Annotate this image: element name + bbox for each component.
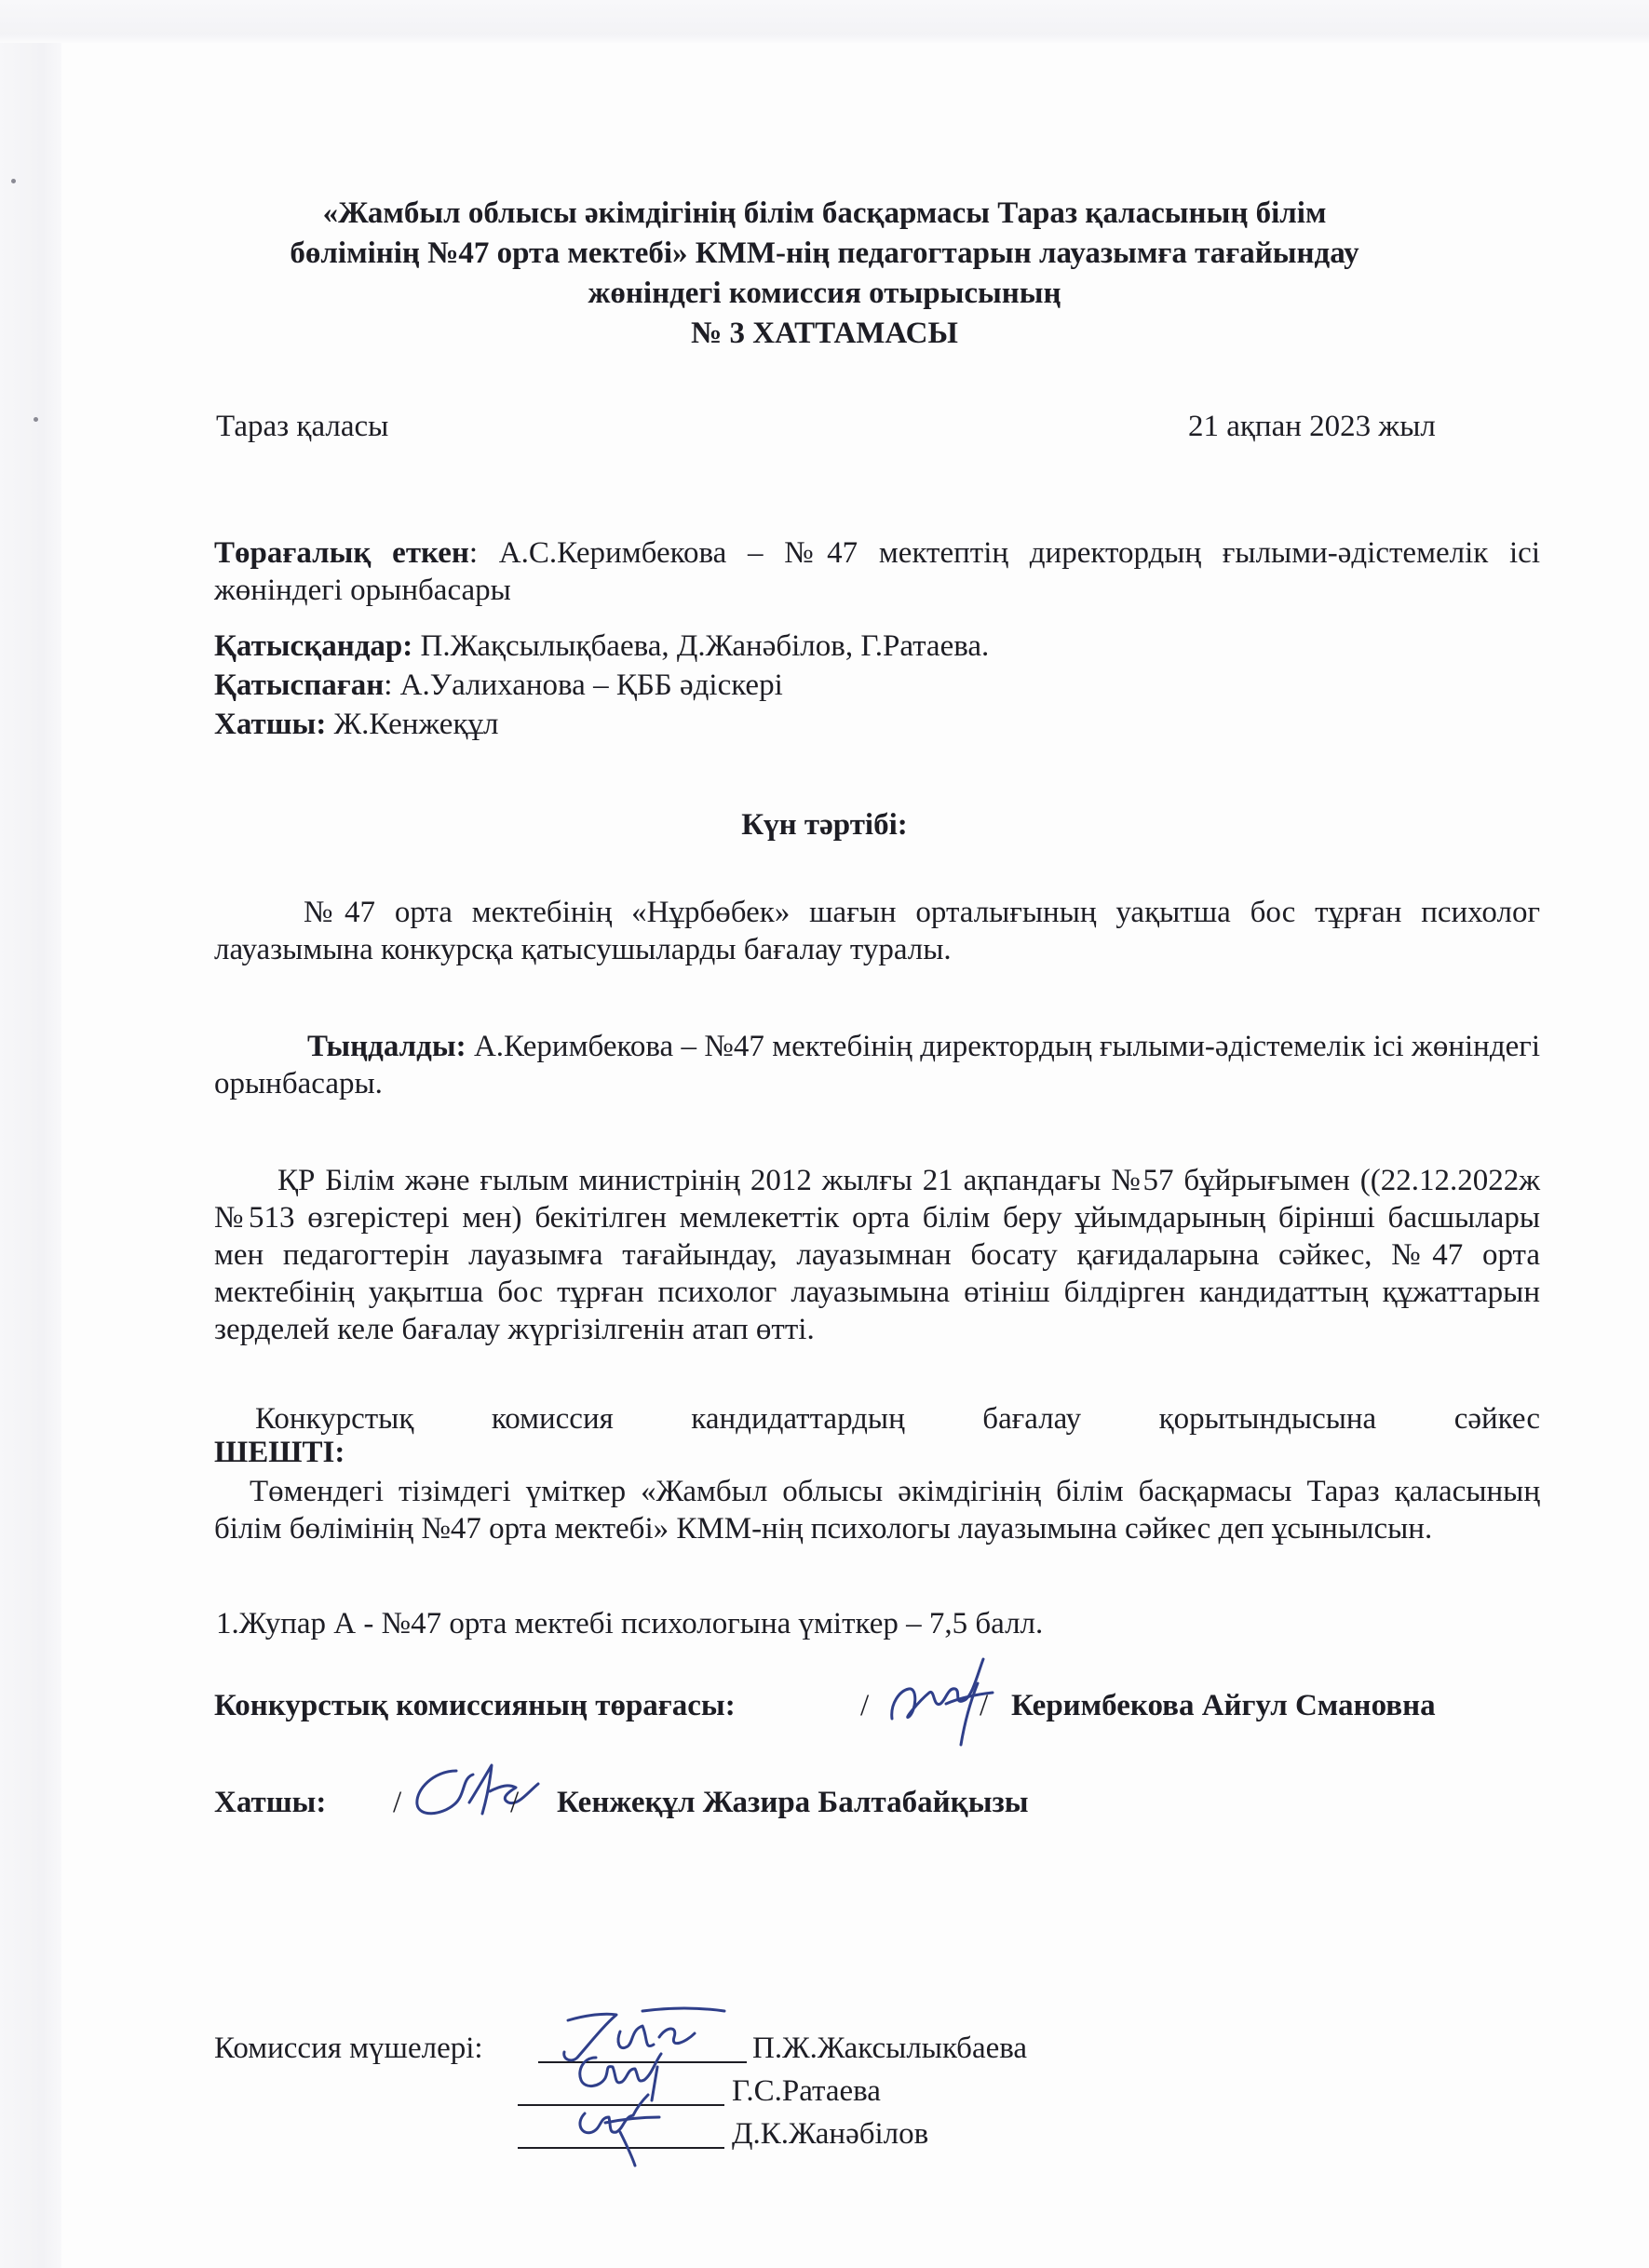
member-name: Д.К.Жанәбілов <box>732 2117 929 2151</box>
secretary-name: Кенжеқұл Жазира Балтабайқызы <box>557 1786 1029 1819</box>
slash: / <box>393 1786 402 1819</box>
agenda-heading: Күн тәртібі: <box>741 808 908 842</box>
heard-label: Тыңдалды: <box>307 1030 466 1063</box>
decision-intro: Конкурстық комиссия кандидаттардың бағалау қорытындысына сәйкес <box>255 1402 1540 1436</box>
city: Тараз қаласы <box>216 410 389 443</box>
decision-label: ШЕШТІ: <box>214 1436 345 1469</box>
absent-text: : А.Уалиханова – ҚББ әдіскері <box>384 668 783 702</box>
secretary-line <box>214 708 498 742</box>
member-name: Г.С.Ратаева <box>732 2074 881 2108</box>
decision-text: Төмендегі тізімдегі үміткер «Жамбыл облысы әкімдігінің білім басқармасы Тараз қаласының білім бөлімінің №47 орта мектебі» КММ-нің психологы лауазымына сәйкес деп ұсынылсын. <box>214 1475 1540 1546</box>
member-signature <box>568 2086 670 2169</box>
scan-margin-top <box>0 0 1649 43</box>
chair-name: Керимбекова Айгул Смановна <box>1011 1689 1436 1722</box>
heard-text: А.Керимбекова – №47 мектебінің директордың ғылыми-әдістемелік ісі жөніндегі орынбасары. <box>214 1030 1540 1100</box>
document-page <box>61 43 1649 2268</box>
present-label: Қатысқандар: <box>214 629 413 663</box>
scan-speck <box>11 179 16 183</box>
present-line <box>214 629 989 664</box>
member-name: П.Ж.Жаксылыкбаева <box>752 2032 1028 2065</box>
title-line: бөлімінің №47 орта мектебі» КММ-нің педагогтарын лауазымға тағайындау <box>290 236 1359 270</box>
secretary-text: Ж.Кенжеқұл <box>326 708 499 741</box>
document-title <box>0 194 1649 354</box>
agenda-text: №47 орта мектебінің «Нұрбөбек» шағын орталығының уақытша бос тұрған психолог лауазымына конкурсқа қатысушыларды бағалау туралы. <box>214 896 1540 966</box>
chair-text: : А.С.Керимбекова – №47 мектептің директордың ғылыми-әдістемелік ісі жөніндегі орынбасары <box>214 536 1540 607</box>
slash: / <box>510 1786 520 1819</box>
heard-paragraph <box>214 1028 1540 1102</box>
chair-signature-label: Конкурстық комиссияның төрағасы: <box>214 1689 736 1722</box>
chair-line <box>214 534 1540 609</box>
members-label: Комиссия мүшелері: <box>214 2032 483 2065</box>
secretary-signature <box>400 1747 549 1840</box>
absent-line <box>214 668 783 703</box>
date: 21 ақпан 2023 жыл <box>1188 410 1436 443</box>
present-text: П.Жақсылықбаева, Д.Жанәбілов, Г.Ратаева. <box>412 629 990 663</box>
candidate-line: 1.Жупар А - №47 орта мектебі психологына үміткер – 7,5 балл. <box>216 1607 1044 1640</box>
title-line: жөніндегі комиссия отырысының <box>588 277 1061 310</box>
slash: / <box>860 1689 870 1722</box>
protocol-number: № 3 ХАТТАМАСЫ <box>691 317 958 350</box>
secretary-signature-label: Хатшы: <box>214 1786 327 1819</box>
chair-label: Төрағалық еткен <box>214 536 469 570</box>
slash: / <box>980 1689 989 1722</box>
absent-label: Қатыспаған <box>214 668 385 702</box>
title-line: «Жамбыл облысы әкімдігінің білім басқармасы Тараз қаласының білім <box>322 196 1327 230</box>
secretary-label: Хатшы: <box>214 708 327 741</box>
main-paragraph: ҚР Білім және ғылым министрінің 2012 жылғы 21 ақпандағы №57 бұйрығымен ((22.12.2022ж №513 өзгерістері мен) бекітілген мемлекеттік орта білім беру ұйымдарының бірінші басшылары мен педагогтерін лауазымға тағайындау, лауазымнан босату қағидаларына сәйкес, №47 орта мектебінің уақытша бос тұрған психолог лауазымына өтініш білдірген кандидаттың құжаттарын зерделей келе бағалау жүргізілгенін атап өтті. <box>214 1164 1540 1346</box>
scan-speck <box>34 417 38 422</box>
